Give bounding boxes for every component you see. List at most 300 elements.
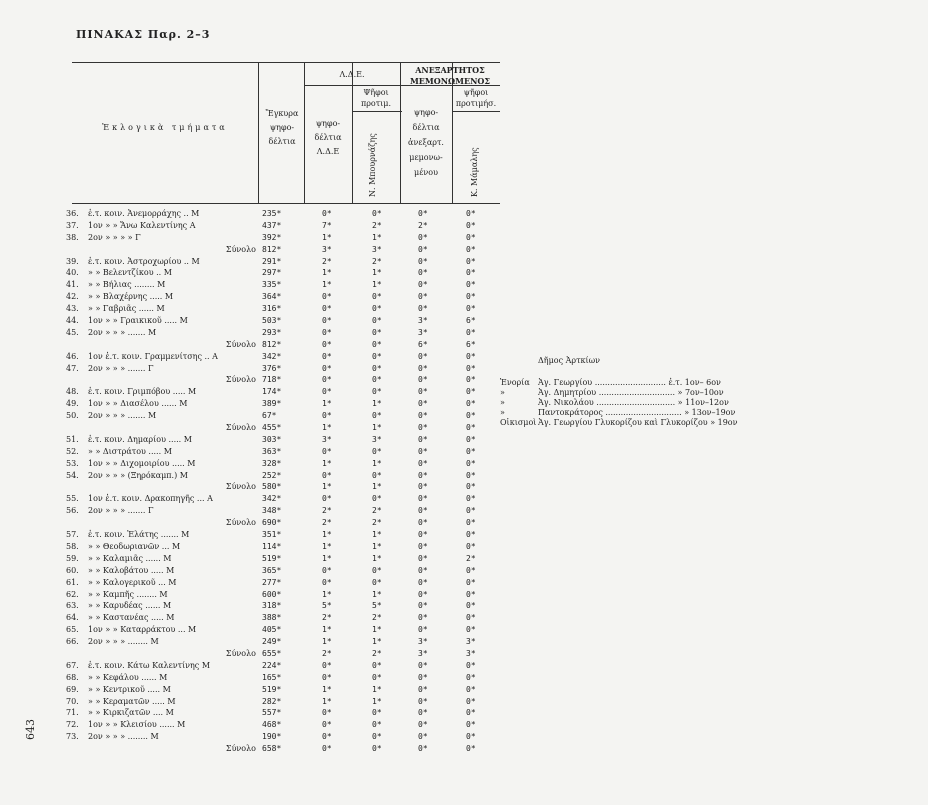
cell-total: 468* [262, 720, 282, 730]
row-label: 2ον » » » ........ Μ [88, 637, 159, 647]
group-header-independent-line: ΑΝΕΞΑΡΤΗΤΟΣ [415, 65, 485, 75]
group-header-ade: Λ.Δ.Ε. [339, 70, 365, 79]
row-number: 40. [66, 268, 79, 278]
cell-ind-pref: 3* [466, 648, 476, 658]
entry-text: Ἁγ. Γεωργίου ............................ ἐ.τ. 1ον– 6ον [538, 378, 721, 387]
cell-ade-pref: 0* [372, 375, 382, 385]
cell-total: 291* [262, 256, 282, 266]
cell-ade-pref: 1* [372, 684, 382, 694]
cell-total: 190* [262, 732, 282, 742]
cell-ade: 2* [322, 256, 332, 266]
col-header-ade-ballots-line: δέλτια [314, 133, 342, 142]
cell-ade: 0* [322, 411, 332, 421]
cell-total: 328* [262, 458, 282, 468]
row-label: » » Διστράτου ..... Μ [88, 446, 172, 456]
cell-ind: 0* [418, 446, 428, 456]
table-row [66, 589, 486, 601]
col-header-ade-pref-line: προτιμ. [360, 99, 392, 108]
cell-total: 316* [262, 304, 282, 314]
cell-ind-pref: 0* [466, 625, 476, 635]
table-row [66, 731, 486, 743]
cell-ind-pref: 0* [466, 256, 476, 266]
cell-total: 600* [262, 589, 282, 599]
table-row [66, 244, 486, 256]
table-row [66, 493, 486, 505]
cell-ind-pref: 0* [466, 399, 476, 409]
group-header-independent [400, 65, 500, 87]
cell-ind: 0* [418, 256, 428, 266]
cell-ind: 0* [418, 387, 428, 397]
cell-ade: 0* [322, 316, 332, 326]
row-number: 56. [66, 506, 79, 516]
cell-total: 718* [262, 375, 282, 385]
cell-total: 235* [262, 209, 282, 218]
row-label: 1ον » » Διασέλου ...... Μ [88, 399, 188, 409]
row-number: 71. [66, 708, 79, 718]
cell-ind-pref: 0* [466, 506, 476, 516]
row-number: 44. [66, 316, 79, 326]
table-row [66, 386, 486, 398]
table-row [66, 624, 486, 636]
cell-total: 249* [262, 637, 282, 647]
cell-ind: 2* [418, 220, 428, 230]
cell-ade: 1* [322, 458, 332, 468]
cell-ade: 2* [322, 506, 332, 516]
entry-text: Ἁγ. Νικολάου ............................... » 11ον–12ον [538, 398, 729, 407]
cell-ind-pref: 0* [466, 327, 476, 337]
row-number: 45. [66, 327, 79, 337]
cell-ind: 3* [418, 327, 428, 337]
row-label: » » Καρυδέας ...... Μ [88, 601, 172, 611]
cell-ind-pref: 0* [466, 446, 476, 456]
col-header-ind-pref-line: προτιμήσ. [455, 99, 497, 108]
cell-ind: 0* [418, 411, 428, 421]
row-label: » » Βελεντζίκου .. Μ [88, 268, 172, 278]
cell-ade: 7* [322, 220, 332, 230]
cell-total: 503* [262, 316, 282, 326]
cell-ind: 0* [418, 470, 428, 480]
cell-ind-pref: 0* [466, 244, 476, 254]
cell-ind: 6* [418, 339, 428, 349]
cell-ind: 0* [418, 577, 428, 587]
cell-ind-pref: 0* [466, 423, 476, 433]
cell-ind-pref: 0* [466, 744, 476, 754]
row-label: Σύνολο [225, 482, 256, 492]
table-row [66, 707, 486, 719]
table-row [66, 636, 486, 648]
table-row [66, 267, 486, 279]
row-number: 69. [66, 684, 79, 694]
entry-prefix: Ἐνορία [500, 378, 530, 387]
col-header-ade-ballots-line: ψηφο- [315, 119, 341, 128]
cell-ade: 0* [322, 363, 332, 373]
cell-ind-pref: 0* [466, 351, 476, 361]
table-row [66, 291, 486, 303]
cell-total: 405* [262, 625, 282, 635]
row-number: 51. [66, 434, 79, 444]
row-number: 63. [66, 601, 79, 611]
cell-ind: 0* [418, 363, 428, 373]
cell-total: 658* [262, 744, 282, 754]
cell-ind-pref: 0* [466, 434, 476, 444]
cell-ade: 2* [322, 613, 332, 623]
table-row [66, 648, 486, 660]
cell-ind-pref: 0* [466, 209, 476, 218]
table-row [66, 303, 486, 315]
row-number: 46. [66, 351, 79, 361]
entry-text: Παντοκράτορος .............................. » 13ον–19ον [538, 408, 736, 417]
cell-ade-pref: 0* [372, 316, 382, 326]
row-number: 57. [66, 530, 79, 540]
row-label: » » Γαβριᾶς ...... Μ [88, 304, 165, 314]
row-label: 2ον » » » ........ Μ [88, 732, 159, 742]
cell-ade: 0* [322, 375, 332, 385]
table-row [66, 398, 486, 410]
row-label: 1ον ἐ.τ. κοιν. Δρακοπηγῆς ... Α [88, 494, 213, 504]
col-header-total-line: δέλτια [268, 137, 296, 146]
cell-total: 376* [262, 363, 282, 373]
col-header-ade-pref [352, 87, 400, 109]
row-number: 55. [66, 494, 79, 504]
cell-ind: 0* [418, 268, 428, 278]
cell-ade: 0* [322, 744, 332, 754]
cell-ind: 0* [418, 744, 428, 754]
cell-total: 365* [262, 565, 282, 575]
cell-ind-pref: 0* [466, 696, 476, 706]
table-header [72, 62, 500, 203]
cell-ind: 0* [418, 244, 428, 254]
cell-total: 351* [262, 530, 282, 540]
row-number: 58. [66, 541, 79, 551]
cell-ade-pref: 0* [372, 363, 382, 373]
cell-ind-pref: 0* [466, 601, 476, 611]
cell-ind-pref: 0* [466, 232, 476, 242]
cell-ade: 0* [322, 209, 332, 218]
cell-ade-pref: 1* [372, 530, 382, 540]
table-row [66, 505, 486, 517]
cell-ind-pref: 0* [466, 375, 476, 385]
cell-total: 67* [262, 411, 277, 421]
cell-ade: 1* [322, 684, 332, 694]
cell-ade: 1* [322, 232, 332, 242]
row-number: 60. [66, 565, 79, 575]
cell-ind: 0* [418, 660, 428, 670]
cell-ade-pref: 2* [372, 613, 382, 623]
row-label: 2ον » » » ....... Μ [88, 327, 157, 337]
row-label: » » Καστανέας ..... Μ [88, 613, 175, 623]
row-number: 39. [66, 256, 79, 266]
table-row [66, 374, 486, 386]
cell-ade-pref: 0* [372, 209, 382, 218]
cell-ade: 0* [322, 304, 332, 314]
cell-ade-pref: 0* [372, 708, 382, 718]
row-label: 1ον » » Κλεισίου ...... Μ [88, 720, 186, 730]
cell-total: 293* [262, 327, 282, 337]
cell-ind: 0* [418, 232, 428, 242]
cell-ade-pref: 5* [372, 601, 382, 611]
table-row [66, 363, 486, 375]
table-row [66, 481, 486, 493]
row-label: » » Κεραματῶν ..... Μ [88, 696, 176, 706]
table-row [66, 553, 486, 565]
cell-ade-pref: 0* [372, 446, 382, 456]
row-label: Σύνολο [225, 375, 256, 385]
cell-ind-pref: 0* [466, 387, 476, 397]
row-label: Σύνολο [225, 518, 256, 528]
row-label: ἐ.τ. κοιν. Ἐλάτης ....... Μ [88, 530, 190, 540]
col-header-ind-name: Κ. Μάμαλης [470, 147, 479, 197]
cell-ind: 0* [418, 375, 428, 385]
row-number: 48. [66, 387, 79, 397]
row-number: 54. [66, 470, 79, 480]
cell-ade-pref: 0* [372, 387, 382, 397]
cell-ind: 0* [418, 541, 428, 551]
cell-ind: 0* [418, 434, 428, 444]
cell-ind: 0* [418, 399, 428, 409]
row-label: » » Κεφάλου ...... Μ [88, 672, 168, 682]
cell-ade: 1* [322, 482, 332, 492]
cell-ind: 0* [418, 423, 428, 433]
row-label: 2ον » » » ....... Γ [88, 363, 154, 373]
row-label: 2ον » » » ....... Μ [88, 411, 157, 421]
cell-ade: 0* [322, 351, 332, 361]
cell-ade-pref: 1* [372, 625, 382, 635]
cell-total: 388* [262, 613, 282, 623]
cell-ind-pref: 0* [466, 494, 476, 504]
cell-ade-pref: 0* [372, 494, 382, 504]
cell-ind: 0* [418, 625, 428, 635]
table-row [66, 351, 486, 363]
row-number: 70. [66, 696, 79, 706]
cell-ade: 0* [322, 565, 332, 575]
table-row [66, 220, 486, 232]
table-row [66, 743, 486, 755]
col-header-ind-ballots-line: ἀνεξαρτ. [408, 138, 444, 147]
cell-ind: 0* [418, 708, 428, 718]
cell-total: 297* [262, 268, 282, 278]
cell-ind-pref: 0* [466, 672, 476, 682]
row-label: Σύνολο [225, 423, 256, 433]
table-row [66, 446, 486, 458]
cell-ade-pref: 0* [372, 327, 382, 337]
cell-total: 282* [262, 696, 282, 706]
cell-ind: 0* [418, 494, 428, 504]
cell-ade-pref: 3* [372, 434, 382, 444]
cell-ind: 0* [418, 553, 428, 563]
row-label: 1ον » » Γραικικοῦ ..... Μ [88, 316, 188, 326]
entry-text: Ἁγ. Δημητρίου .............................. » 7ον–10ον [538, 388, 724, 397]
table-row [66, 327, 486, 339]
cell-total: 455* [262, 423, 282, 433]
col-header-ind-ballots-line: μεμονω- [409, 153, 443, 162]
cell-ade: 1* [322, 637, 332, 647]
row-label: ἐ.τ. κοιν. Ἀνεμορράχης .. Μ [88, 209, 200, 218]
cell-ind: 0* [418, 684, 428, 694]
cell-ind-pref: 6* [466, 316, 476, 326]
cell-ade-pref: 1* [372, 268, 382, 278]
header-divider [352, 63, 353, 203]
row-label: Σύνολο [225, 648, 256, 658]
col-header-ade-name: Ν. Μπουρνάζης [368, 133, 377, 197]
cell-ind: 0* [418, 565, 428, 575]
cell-ade-pref: 0* [372, 411, 382, 421]
entry-text: Ἁγ. Γεωργίου Γλυκορίζου καὶ Γλυκορίζου » 19ον [538, 418, 738, 427]
cell-total: 318* [262, 601, 282, 611]
cell-total: 690* [262, 518, 282, 528]
cell-total: 519* [262, 684, 282, 694]
cell-ind-pref: 0* [466, 458, 476, 468]
cell-ind-pref: 6* [466, 339, 476, 349]
table-row [66, 577, 486, 589]
col-header-total [260, 107, 304, 149]
cell-ade: 0* [322, 577, 332, 587]
table-row [66, 470, 486, 482]
cell-ade: 1* [322, 399, 332, 409]
row-number: 37. [66, 220, 79, 230]
row-number: 59. [66, 553, 79, 563]
row-number: 73. [66, 732, 79, 742]
row-number: 61. [66, 577, 79, 587]
cell-total: 389* [262, 399, 282, 409]
row-number: 36. [66, 209, 79, 218]
cell-ade-pref: 0* [372, 672, 382, 682]
cell-total: 580* [262, 482, 282, 492]
cell-ade: 1* [322, 280, 332, 290]
row-label: 1ον » » Διχομοιρίου ..... Μ [88, 458, 196, 468]
row-number: 43. [66, 304, 79, 314]
row-label: » » Θεοδωριανῶν ... Μ [88, 541, 181, 551]
table-row [66, 410, 486, 422]
cell-ind-pref: 0* [466, 304, 476, 314]
row-label: Σύνολο [225, 339, 256, 349]
cell-ind-pref: 0* [466, 363, 476, 373]
cell-total: 364* [262, 292, 282, 302]
cell-ind-pref: 0* [466, 613, 476, 623]
cell-total: 437* [262, 220, 282, 230]
table-row [66, 541, 486, 553]
table-row [66, 684, 486, 696]
cell-ind-pref: 0* [466, 470, 476, 480]
cell-ade-pref: 2* [372, 256, 382, 266]
table-row [66, 422, 486, 434]
table-row [66, 696, 486, 708]
cell-ind-pref: 0* [466, 482, 476, 492]
cell-ade: 3* [322, 434, 332, 444]
cell-ade: 0* [322, 672, 332, 682]
row-label: » » Κεντρικοῦ ..... Μ [88, 684, 171, 694]
municipality-title: Δῆμος Ἀρτκίων [538, 356, 601, 365]
cell-ade-pref: 1* [372, 423, 382, 433]
cell-ade: 2* [322, 518, 332, 528]
cell-ade-pref: 1* [372, 458, 382, 468]
cell-ind-pref: 0* [466, 565, 476, 575]
cell-ade: 0* [322, 720, 332, 730]
cell-total: 252* [262, 470, 282, 480]
header-divider [352, 111, 402, 112]
cell-ade-pref: 2* [372, 648, 382, 658]
cell-ade: 1* [322, 553, 332, 563]
cell-ade: 1* [322, 530, 332, 540]
cell-total: 277* [262, 577, 282, 587]
row-number: 62. [66, 589, 79, 599]
cell-ade-pref: 0* [372, 744, 382, 754]
row-label: ἐ.τ. κοιν. Δημαρίου ..... Μ [88, 434, 192, 444]
cell-total: 348* [262, 506, 282, 516]
cell-ind-pref: 0* [466, 530, 476, 540]
row-label: 2ον » » » (Ξηρόκαμπ.) Μ [88, 470, 188, 480]
table-row [66, 672, 486, 684]
col-header-ade-ballots [304, 117, 352, 159]
col-header-ind-ballots-line: ψηφο- [413, 108, 439, 117]
cell-ind: 0* [418, 518, 428, 528]
table-row [66, 660, 486, 672]
col-header-ade-pref-line: Ψῆφοι [363, 88, 389, 97]
cell-ade-pref: 1* [372, 232, 382, 242]
cell-ade: 0* [322, 494, 332, 504]
cell-ade: 1* [322, 423, 332, 433]
cell-ind-pref: 3* [466, 637, 476, 647]
cell-ind-pref: 0* [466, 518, 476, 528]
table-row [66, 232, 486, 244]
row-number: 47. [66, 363, 79, 373]
row-number: 49. [66, 399, 79, 409]
cell-ade-pref: 1* [372, 589, 382, 599]
cell-ade: 0* [322, 470, 332, 480]
cell-ade: 1* [322, 589, 332, 599]
cell-total: 174* [262, 387, 282, 397]
row-label: 1ον » » Καταρράκτου ... Μ [88, 625, 197, 635]
col-header-ind-ballots-line: μένου [414, 168, 438, 177]
cell-ind: 0* [418, 601, 428, 611]
cell-ade: 0* [322, 292, 332, 302]
col-header-ind-pref [452, 87, 500, 109]
entry-prefix: Οἰκισμοὶ [500, 418, 537, 427]
cell-ind: 0* [418, 506, 428, 516]
row-number: 41. [66, 280, 79, 290]
cell-ind-pref: 0* [466, 280, 476, 290]
row-label: » » Βλαχέρνης ..... Μ [88, 292, 174, 302]
cell-ind-pref: 0* [466, 589, 476, 599]
cell-ind: 0* [418, 672, 428, 682]
row-number: 52. [66, 446, 79, 456]
entry-prefix: » [500, 408, 505, 417]
cell-total: 519* [262, 553, 282, 563]
cell-total: 557* [262, 708, 282, 718]
row-number: 67. [66, 660, 79, 670]
row-label: ἐ.τ. κοιν. Ἀστροχωρίου .. Μ [88, 256, 200, 266]
cell-total: 392* [262, 232, 282, 242]
table-row [66, 434, 486, 446]
cell-total: 812* [262, 339, 282, 349]
cell-ind-pref: 0* [466, 220, 476, 230]
col-header-ind-pref-line: ψῆφοι [463, 88, 489, 97]
cell-ind-pref: 0* [466, 292, 476, 302]
table-row [66, 256, 486, 268]
cell-ind: 3* [418, 637, 428, 647]
page-number: 643 [24, 719, 37, 740]
cell-ade: 0* [322, 708, 332, 718]
cell-ade-pref: 0* [372, 470, 382, 480]
cell-total: 655* [262, 648, 282, 658]
col-header-ind-ballots-line: δέλτια [412, 123, 440, 132]
table-row [66, 279, 486, 291]
row-label: ἐ.τ. κοιν. Κάτω Καλεντίνης Μ [88, 660, 211, 670]
row-number: 66. [66, 637, 79, 647]
cell-ind: 0* [418, 696, 428, 706]
table-row [66, 565, 486, 577]
entry-prefix: » [500, 388, 505, 397]
row-number: 65. [66, 625, 79, 635]
